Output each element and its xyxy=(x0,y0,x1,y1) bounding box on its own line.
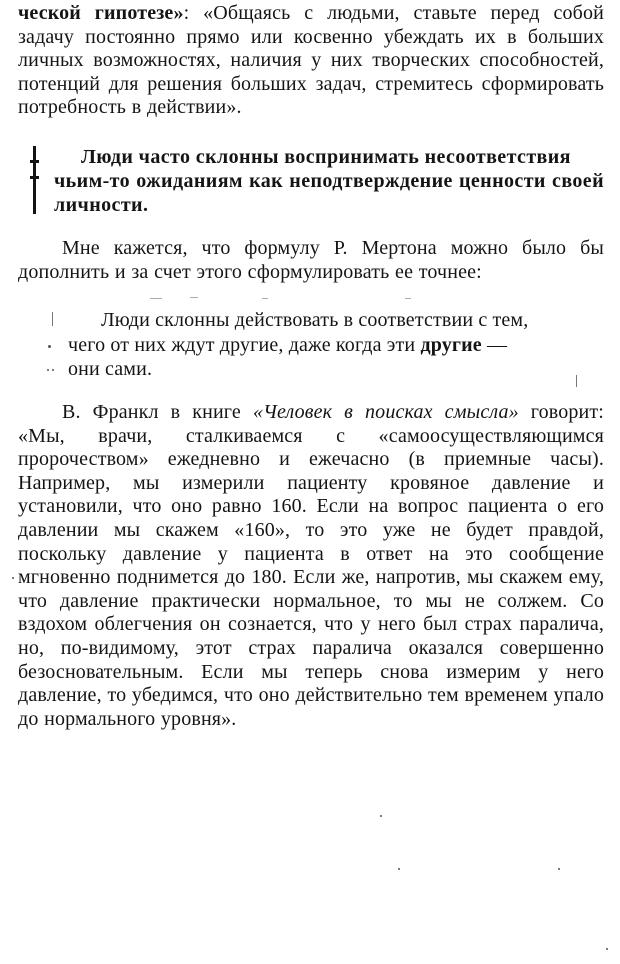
paragraph-3-lead: В. Франкл в книге xyxy=(62,401,253,423)
scan-mark xyxy=(405,298,411,299)
scan-mark xyxy=(47,369,49,371)
scan-mark xyxy=(52,312,53,326)
scan-mark xyxy=(262,298,268,299)
quote-line-1: Люди склонны действовать в соответствии с тем, xyxy=(101,309,529,331)
scan-mark xyxy=(12,577,14,579)
quote-block xyxy=(68,308,588,382)
scan-mark xyxy=(606,948,608,950)
callout-block xyxy=(54,145,604,217)
callout-rest: чьим-то ожиданиям как неподтверждение ценности своей личности. xyxy=(54,170,604,216)
scan-mark xyxy=(380,815,382,817)
callout-line-1: Люди часто склонны воспринимать несоответствия xyxy=(81,146,571,168)
paragraph-1 xyxy=(18,2,604,120)
paragraph-1-text: : «Общаясь с людьми, ставьте перед собой задачу постоянно прямо или косвенно убеждать их в больших личных возможностях, наличия у них творческих способностей, потенций для решения больших задач, стремитесь сформировать потребность в действии». xyxy=(18,2,604,119)
bold-lead-text: ческой гипотезе» xyxy=(18,2,184,24)
book-title: «Человек в поисках смысла» xyxy=(252,401,519,423)
margin-marker-icon xyxy=(33,146,36,214)
scan-mark xyxy=(190,297,198,298)
quote-line-3: они сами. xyxy=(68,358,153,380)
paragraph-3-text: говорит: «Мы, врачи, сталкиваемся с «самоосуществляющимся пророчеством» ежедневно и ежечасно (в приемные часы). Например, мы измерили пациенту кровяное давление и установили, что оно равно 160. Если на вопрос пациента о его давлении мы скажем «160», то это уже не будет правдой, поскольку давление у пациента в ответ на это сообщение мгновенно поднимется до 180. Если же, напротив, мы скажем ему, что давление практически нормальное, то мы не солжем. Со вздохом облегчения он сознается, что у него был страх паралича, но, по-видимому, этот страх паралича оказался совершенно безосновательным. Если мы теперь снова измерим у него давление, то убедимся, что оно действительно тем временем упало до нормального уровня». xyxy=(18,401,604,730)
bullet-dot-icon xyxy=(48,345,51,348)
quote-bold-word: другие xyxy=(420,333,482,356)
quote-line-2: чего от них ждут другие, даже когда эти другие — xyxy=(68,333,508,356)
scan-mark xyxy=(398,868,400,870)
scan-mark xyxy=(150,298,162,299)
paragraph-2 xyxy=(18,237,604,284)
scan-mark xyxy=(558,868,560,870)
paragraph-3 xyxy=(18,401,604,731)
paragraph-2-text: Мне кажется, что формулу Р. Мертона можно было бы дополнить и за счет этого сформулировать ее точнее: xyxy=(18,237,604,283)
scan-mark xyxy=(52,369,54,371)
